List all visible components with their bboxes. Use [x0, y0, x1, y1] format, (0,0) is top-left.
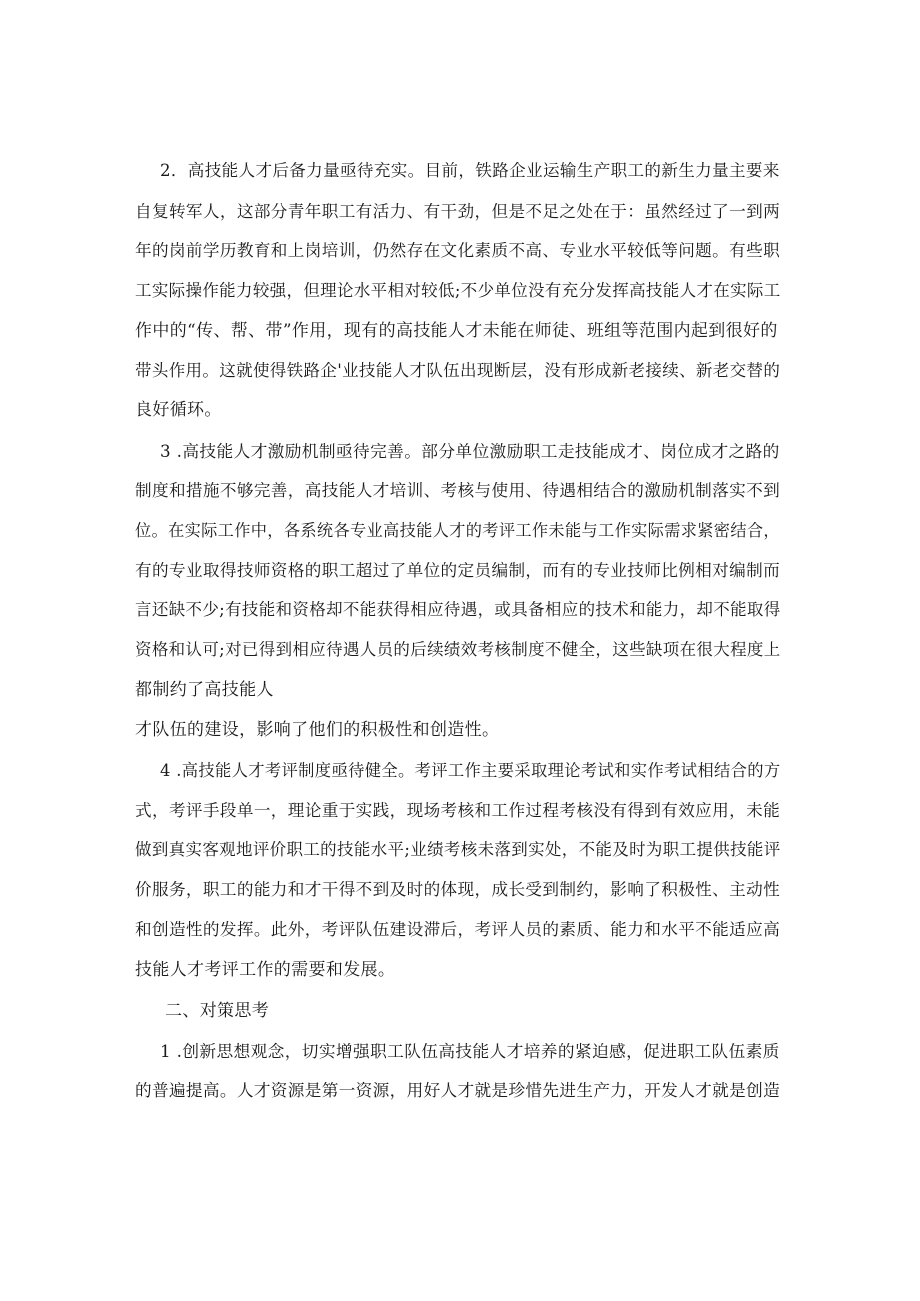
paragraph-3-line-8: 才队伍的建设，影响了他们的积极性和创造性。 [135, 720, 500, 740]
paragraph-4-line-4: 价服务，职工的能力和才干得不到及时的体现，成长受到制约，影响了积极性、主动性 [135, 880, 781, 899]
paragraph-4-line-6: 技能人才考评工作的需要和发展。 [135, 960, 396, 980]
paragraph-3-line-5: 言还缺不少;有技能和资格却不能获得相应待遇，或具备相应的技术和能力，却不能取得 [135, 600, 781, 619]
paragraph-2-line-1: 2．高技能人才后备力量亟待充实。目前，铁路企业运输生产职工的新生力量主要来 [160, 161, 780, 180]
paragraph-2-line-3: 年的岗前学历教育和上岗培训，仍然存在文化素质不高、专业水平较低等问题。有些职 [135, 241, 781, 260]
paragraph-3-line-1: 3 .高技能人才激励机制亟待完善。部分单位激励职工走技能成才、岗位成才之路的 [160, 441, 780, 461]
paragraph-4-line-2: 式，考评手段单一，理论重于实践，现场考核和工作过程考核没有得到有效应用，未能 [135, 801, 781, 820]
paragraph-4-line-5: 和创造性的发挥。此外，考评队伍建设滞后，考评人员的素质、能力和水平不能适应高 [135, 920, 781, 939]
paragraph-2-line-7: 良好循环。 [135, 400, 222, 420]
paragraph-2-line-6: 带头作用。这就使得铁路企'业技能人才队伍出现断层，没有形成新老接续、新老交替的 [135, 361, 781, 380]
section-heading: 二、对策思考 [165, 1001, 270, 1021]
paragraph-5-line-1: 1 .创新思想观念，切实增强职工队伍高技能人才培养的紧迫感，促进职工队伍素质 [160, 1041, 780, 1061]
paragraph-4-line-3: 做到真实客观地评价职工的技能水平;业绩考核未落到实处，不能及时为职工提供技能评 [135, 840, 781, 859]
paragraph-3-line-3: 位。在实际工作中，各系统各专业高技能人才的考评工作未能与工作实际需求紧密结合， [135, 521, 780, 540]
paragraph-3-line-4: 有的专业取得技师资格的职工超过了单位的定员编制，而有的专业技师比例相对编制而 [135, 561, 781, 580]
paragraph-3-line-7: 都制约了高技能人 [135, 680, 274, 700]
paragraph-3-line-2: 制度和措施不够完善，高技能人才培训、考核与使用、待遇相结合的激励机制落实不到 [135, 481, 781, 500]
paragraph-3-line-6: 资格和认可;对已得到相应待遇人员的后续绩效考核制度不健全，这些缺项在很大程度上 [135, 640, 781, 659]
paragraph-2-line-5: 作中的“传、帮、带”作用，现有的高技能人才未能在师徒、班组等范围内起到很好的 [135, 321, 778, 341]
paragraph-2-line-2: 自复转军人，这部分青年职工有活力、有干劲，但是不足之处在于：虽然经过了一到两 [135, 202, 781, 221]
paragraph-4-line-1: 4 .高技能人才考评制度亟待健全。考评工作主要采取理论考试和实作考试相结合的方 [160, 761, 781, 780]
paragraph-2-line-4: 工实际操作能力较强，但理论水平相对较低;不少单位没有充分发挥高技能人才在实际工 [135, 281, 781, 300]
paragraph-5-line-2: 的普遍提高。人才资源是第一资源，用好人才就是珍惜先进生产力，开发人才就是创造 [135, 1081, 781, 1100]
